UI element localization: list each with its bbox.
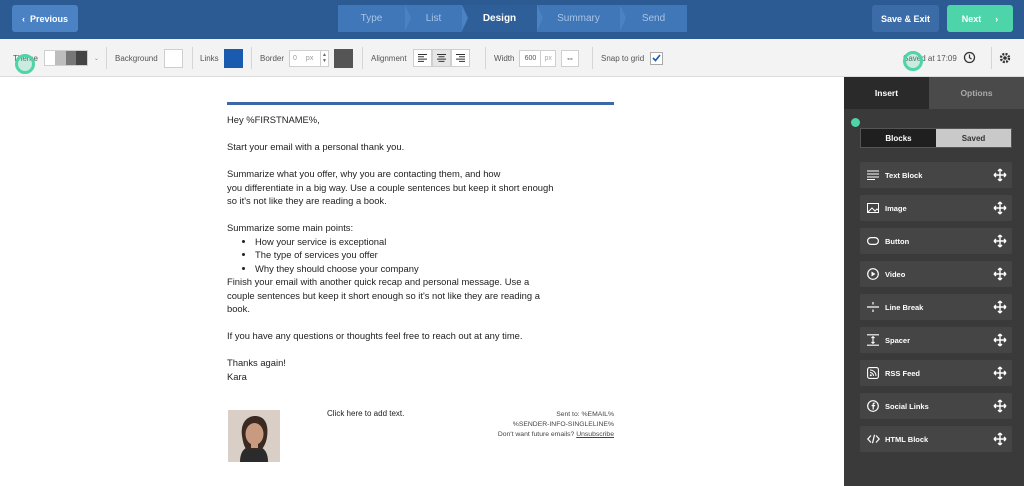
block-label: Image — [885, 203, 907, 213]
list-item: • Why they should choose your company — [255, 262, 617, 276]
settings-button[interactable] — [998, 39, 1012, 77]
history-icon[interactable] — [963, 51, 976, 66]
step-type[interactable]: Type — [338, 5, 405, 32]
toolbar-divider — [192, 47, 193, 69]
previous-button-label: Previous — [29, 13, 69, 24]
toggle-saved[interactable]: Saved — [936, 129, 1011, 147]
video-icon — [866, 267, 880, 281]
tab-options[interactable]: Options — [929, 77, 1024, 109]
email-text-block[interactable] — [227, 113, 617, 383]
block-label: RSS Feed — [885, 368, 921, 378]
toolbar-divider — [485, 47, 486, 69]
social-links-icon — [866, 399, 880, 413]
email-questions: If you have any questions or thoughts feel free to reach out at any time. — [227, 330, 523, 341]
previous-button[interactable] — [12, 5, 78, 32]
saved-time-text: Saved at 17:09 — [903, 53, 957, 63]
gear-icon — [998, 51, 1012, 65]
move-icon[interactable] — [993, 366, 1007, 380]
step-summary[interactable]: Summary — [537, 5, 620, 32]
footer-unsubscribe-prefix: Don't want future emails? — [497, 431, 575, 438]
move-icon[interactable] — [993, 168, 1007, 182]
email-summary-line: you differentiate in a big way. Use a couple sentences but keep it short enough — [227, 181, 554, 193]
links-control[interactable] — [200, 39, 243, 77]
move-icon[interactable] — [993, 399, 1007, 413]
email-canvas[interactable] — [0, 77, 844, 486]
width-unit: px — [541, 50, 555, 67]
block-social-links[interactable] — [860, 393, 1012, 419]
toolbar-divider — [106, 47, 107, 69]
block-label: Text Block — [885, 170, 923, 180]
toolbar-divider — [592, 47, 593, 69]
block-label: Video — [885, 269, 906, 279]
move-icon[interactable] — [993, 201, 1007, 215]
email-summary-line: so it's not like they are reading a book. — [227, 195, 387, 206]
email-recap-line: book. — [227, 303, 250, 314]
author-photo[interactable] — [228, 410, 280, 462]
email-signature: Kara — [227, 370, 247, 382]
rss-icon — [866, 366, 880, 380]
unsubscribe-link[interactable]: Unsubscribe — [576, 431, 614, 438]
block-spacer[interactable] — [860, 327, 1012, 353]
list-item: • How your service is exceptional — [255, 235, 617, 249]
footer-sender-info: %SENDER-INFO-SINGLELINE% — [512, 421, 614, 428]
arrows-horizontal-icon: ⇔ — [565, 53, 575, 63]
hotspot-marker — [15, 54, 35, 74]
email-summary-line: Summarize what you offer, why you are contacting them, and how — [227, 168, 501, 179]
design-toolbar — [0, 39, 1024, 77]
footer-sent-to: Sent to: %EMAIL% — [556, 411, 614, 418]
next-button[interactable] — [947, 5, 1013, 32]
hotspot-dot — [851, 118, 860, 127]
step-send[interactable]: Send — [620, 5, 687, 32]
toggle-blocks[interactable]: Blocks — [861, 129, 936, 147]
footer-unsubscribe-line — [498, 430, 614, 440]
block-label: Spacer — [885, 335, 911, 345]
background-label: Background — [115, 53, 158, 63]
align-left-button[interactable] — [413, 49, 432, 67]
border-color-swatch[interactable] — [334, 49, 353, 68]
expand-width-button[interactable] — [561, 50, 579, 67]
background-color-swatch[interactable] — [164, 49, 183, 68]
border-label: Border — [260, 53, 285, 63]
move-icon[interactable] — [993, 234, 1007, 248]
chevron-left-icon: ‹ — [21, 13, 25, 24]
move-icon[interactable] — [993, 333, 1007, 347]
block-image[interactable] — [860, 195, 1012, 221]
block-html-block[interactable] — [860, 426, 1012, 452]
links-color-swatch[interactable] — [224, 49, 243, 68]
align-center-icon — [437, 54, 446, 62]
image-icon — [866, 201, 880, 215]
links-label: Links — [200, 53, 219, 63]
chevron-down-icon[interactable]: ⌄ — [93, 55, 99, 62]
border-width-value: 0 — [293, 54, 297, 62]
align-right-icon — [456, 54, 465, 62]
wizard-steps — [338, 5, 687, 32]
chevron-right-icon: › — [995, 13, 999, 24]
tab-insert[interactable]: Insert — [844, 77, 929, 109]
block-text-block[interactable] — [860, 162, 1012, 188]
align-left-icon — [418, 54, 427, 62]
text-block-icon — [866, 168, 880, 182]
html-block-icon — [866, 432, 880, 446]
background-control[interactable] — [115, 39, 183, 77]
email-recap-line: couple sentences but keep it short enough so it's not like they are reading a — [227, 289, 540, 301]
email-greeting: Hey %FIRSTNAME%, — [227, 114, 320, 125]
align-center-button[interactable] — [432, 49, 451, 67]
email-header-divider — [227, 102, 614, 105]
next-button-label: Next — [961, 13, 982, 24]
border-width-input[interactable] — [289, 50, 321, 67]
save-exit-button[interactable]: Save & Exit — [872, 5, 939, 32]
theme-label: Theme — [13, 53, 38, 63]
block-label: HTML Block — [885, 434, 929, 444]
align-right-button[interactable] — [451, 49, 470, 67]
button-icon — [866, 234, 880, 248]
snap-to-grid-checkbox[interactable] — [650, 52, 663, 65]
line-break-icon — [866, 300, 880, 314]
spacer-icon — [866, 333, 880, 347]
add-text-placeholder[interactable]: Click here to add text. — [327, 409, 405, 418]
toolbar-divider — [991, 47, 992, 69]
move-icon[interactable] — [993, 300, 1007, 314]
block-label: Social Links — [885, 401, 929, 411]
email-recap-line: Finish your email with another quick recap and personal message. Use a — [227, 276, 530, 287]
blocks-saved-toggle — [860, 128, 1012, 148]
insert-sidebar — [844, 77, 1024, 486]
border-width-stepper[interactable]: ▲ ▼ — [321, 50, 329, 67]
theme-swatch[interactable] — [44, 50, 88, 66]
block-button[interactable] — [860, 228, 1012, 254]
move-icon[interactable] — [993, 432, 1007, 446]
checkmark-icon — [652, 54, 661, 62]
email-footer — [498, 410, 614, 440]
toolbar-divider — [362, 47, 363, 69]
email-points-heading: Summarize some main points: — [227, 222, 354, 233]
block-video[interactable] — [860, 261, 1012, 287]
border-control — [260, 39, 353, 77]
block-label: Line Break — [885, 302, 924, 312]
border-width-unit: px — [305, 54, 314, 62]
move-icon[interactable] — [993, 267, 1007, 281]
block-line-break[interactable] — [860, 294, 1012, 320]
width-control — [494, 39, 579, 77]
width-label: Width — [494, 53, 515, 63]
block-label: Button — [885, 236, 910, 246]
step-list[interactable]: List — [405, 5, 462, 32]
list-item: • The type of services you offer — [255, 248, 617, 262]
snap-to-grid-label: Snap to grid — [601, 53, 645, 63]
alignment-label: Alignment — [371, 53, 407, 63]
email-points-list — [227, 235, 617, 276]
email-thanks: Thanks again! — [227, 357, 286, 368]
width-input[interactable]: 600 — [519, 50, 541, 67]
block-rss-feed[interactable] — [860, 360, 1012, 386]
top-navigation-bar — [0, 0, 1024, 39]
alignment-control — [371, 39, 470, 77]
hotspot-marker — [903, 51, 923, 71]
toolbar-divider — [251, 47, 252, 69]
snap-to-grid-control[interactable] — [601, 39, 663, 77]
email-intro: Start your email with a personal thank you. — [227, 141, 405, 152]
step-design[interactable]: Design — [462, 5, 537, 32]
